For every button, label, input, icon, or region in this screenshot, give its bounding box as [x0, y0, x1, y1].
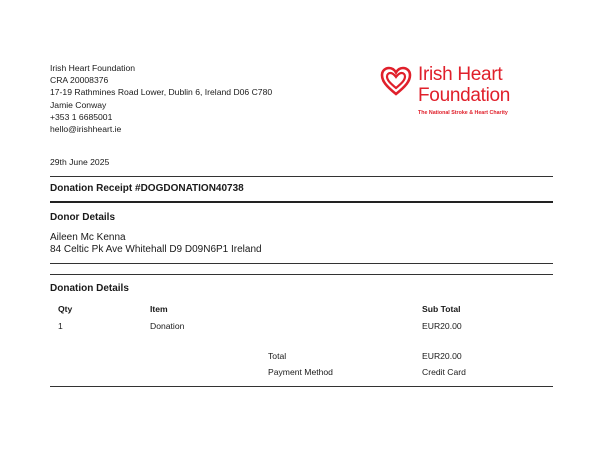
row-item: Donation [150, 321, 185, 331]
receipt-date: 29th June 2025 [50, 157, 110, 167]
organization-info [50, 62, 272, 135]
heart-icon [380, 66, 412, 96]
row-subtotal: EUR20.00 [422, 321, 462, 331]
org-address: 17-19 Rathmines Road Lower, Dublin 6, Ireland D06 C780 [50, 87, 273, 98]
logo-text-line2: Foundation [418, 85, 511, 106]
column-header-item: Item [150, 304, 168, 314]
org-phone: +353 1 6685001 [50, 111, 113, 122]
receipt-title: Donation Receipt #DOGDONATION40738 [50, 183, 244, 194]
logo-text-line1: Irish Heart [418, 64, 503, 85]
donor-section-title: Donor Details [50, 212, 116, 223]
org-contact-name: Jamie Conway [50, 99, 107, 110]
divider [50, 176, 553, 177]
logo-tagline: The National Stroke & Heart Charity [418, 110, 508, 116]
irish-heart-logo [380, 64, 530, 124]
divider [50, 263, 553, 264]
payment-method-value: Credit Card [422, 367, 466, 377]
org-email: hello@irishheart.ie [50, 124, 122, 135]
donor-name: Aileen Mc Kenna [50, 232, 126, 243]
divider [50, 274, 553, 275]
payment-method-label: Payment Method [268, 367, 333, 377]
column-header-qty: Qty [58, 304, 73, 314]
column-header-subtotal: Sub Total [422, 304, 461, 314]
donation-section-title: Donation Details [50, 283, 129, 294]
total-value: EUR20.00 [422, 351, 462, 361]
donor-address: 84 Celtic Pk Ave Whitehall D9 D09N6P1 Ireland [50, 244, 262, 255]
total-label: Total [268, 351, 287, 361]
divider [50, 386, 553, 387]
org-name: Irish Heart Foundation [50, 63, 136, 73]
org-cra: CRA 20008376 [50, 75, 109, 86]
divider [50, 201, 553, 203]
row-qty: 1 [58, 321, 63, 331]
